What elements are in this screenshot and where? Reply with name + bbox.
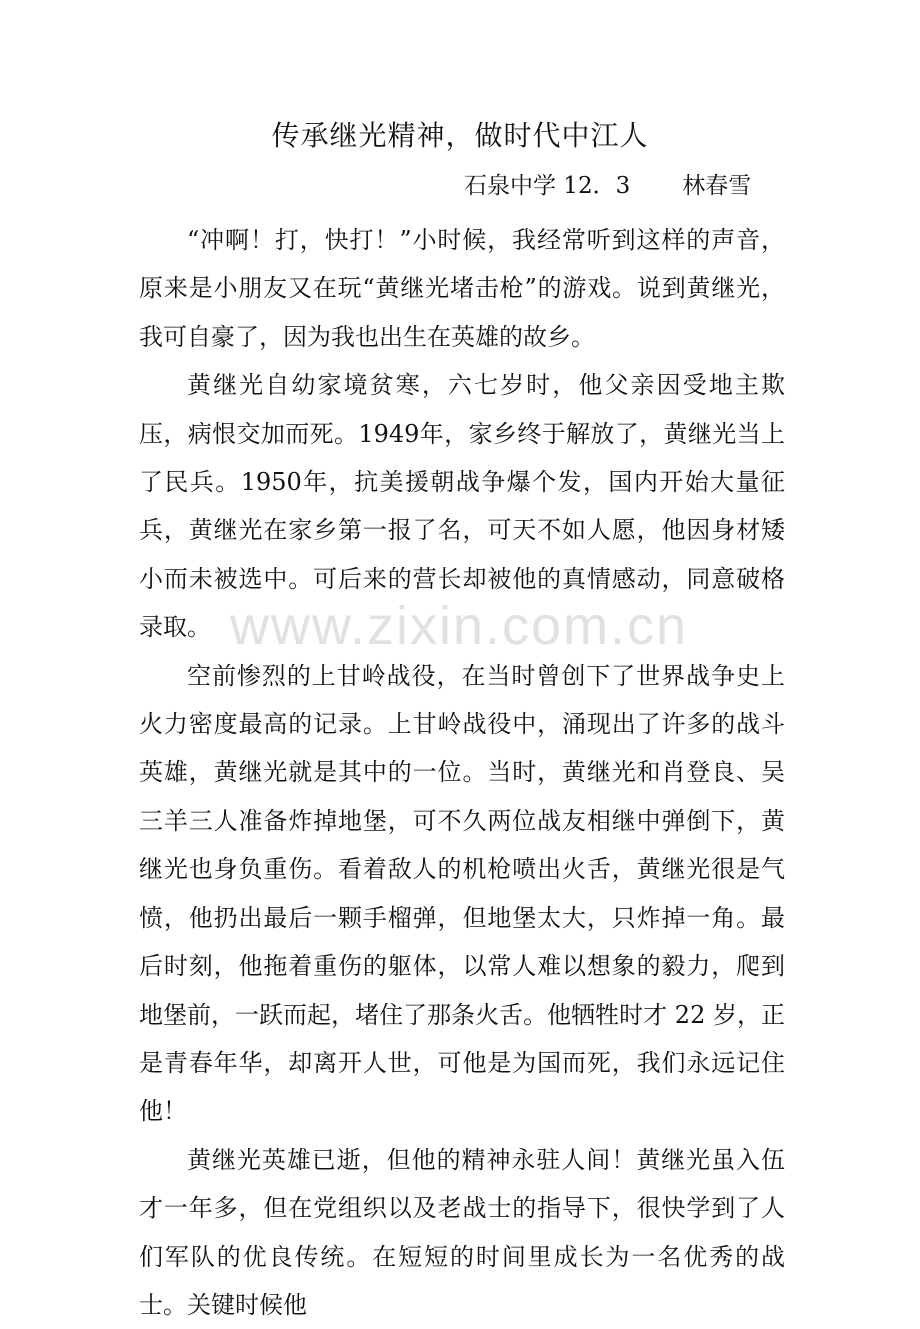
- document-title: 传承继光精神，做时代中江人: [271, 119, 649, 152]
- paragraph-1: “冲啊！打，快打！”小时候，我经常听到这样的声音，原来是小朋友又在玩“黄继光堵击枪”的游戏。说到黄继光，我可自豪了，因为我也出生在英雄的故乡。: [139, 226, 785, 351]
- byline: [464, 170, 751, 202]
- article-body: [139, 216, 785, 1329]
- author-name: 林春雪: [682, 173, 752, 199]
- paragraph-2: 黄继光自幼家境贫寒，六七岁时，他父亲因受地主欺压，病恨交加而死。1949年，家乡终于解放了，黄继光当上了民兵。1950年，抗美援朝战争爆个发，国内开始大量征兵，黄继光在家乡第一报了名，可天不如人愿，他因身材矮小而未被选中。可后来的营长却被他的真情感动，同意破格录取。: [139, 371, 785, 642]
- watermark: www.zixin.com.cn: [230, 596, 689, 656]
- paragraph-4: 黄继光英雄已逝，但他的精神永驻人间！黄继光虽入伍才一年多，但在党组织以及老战士的指导下，很快学到了人们军队的优良传统。在短短的时间里成长为一名优秀的战士。关键时候他: [139, 1145, 785, 1319]
- school-class: 石泉中学 12．3: [464, 173, 631, 199]
- paragraph-3: 空前惨烈的上甘岭战役，在当时曾创下了世界战争史上火力密度最高的记录。上甘岭战役中，涌现出了许多的战斗英雄，黄继光就是其中的一位。当时，黄继光和肖登良、吴三羊三人准备炸掉地堡，可不久两位战友相继中弹倒下，黄继光也身负重伤。看着敌人的机枪喷出火舌，黄继光很是气愤，他扔出最后一颗手榴弹，但地堡太大，只炸掉一角。最后时刻，他拖着重伤的躯体，以常人难以想象的毅力，爬到地堡前，一跃而起，堵住了那条火舌。他牺牲时才 22 岁，正是青春年华，却离开人世，可他是为国而死，我们永远记住他！: [139, 661, 785, 1126]
